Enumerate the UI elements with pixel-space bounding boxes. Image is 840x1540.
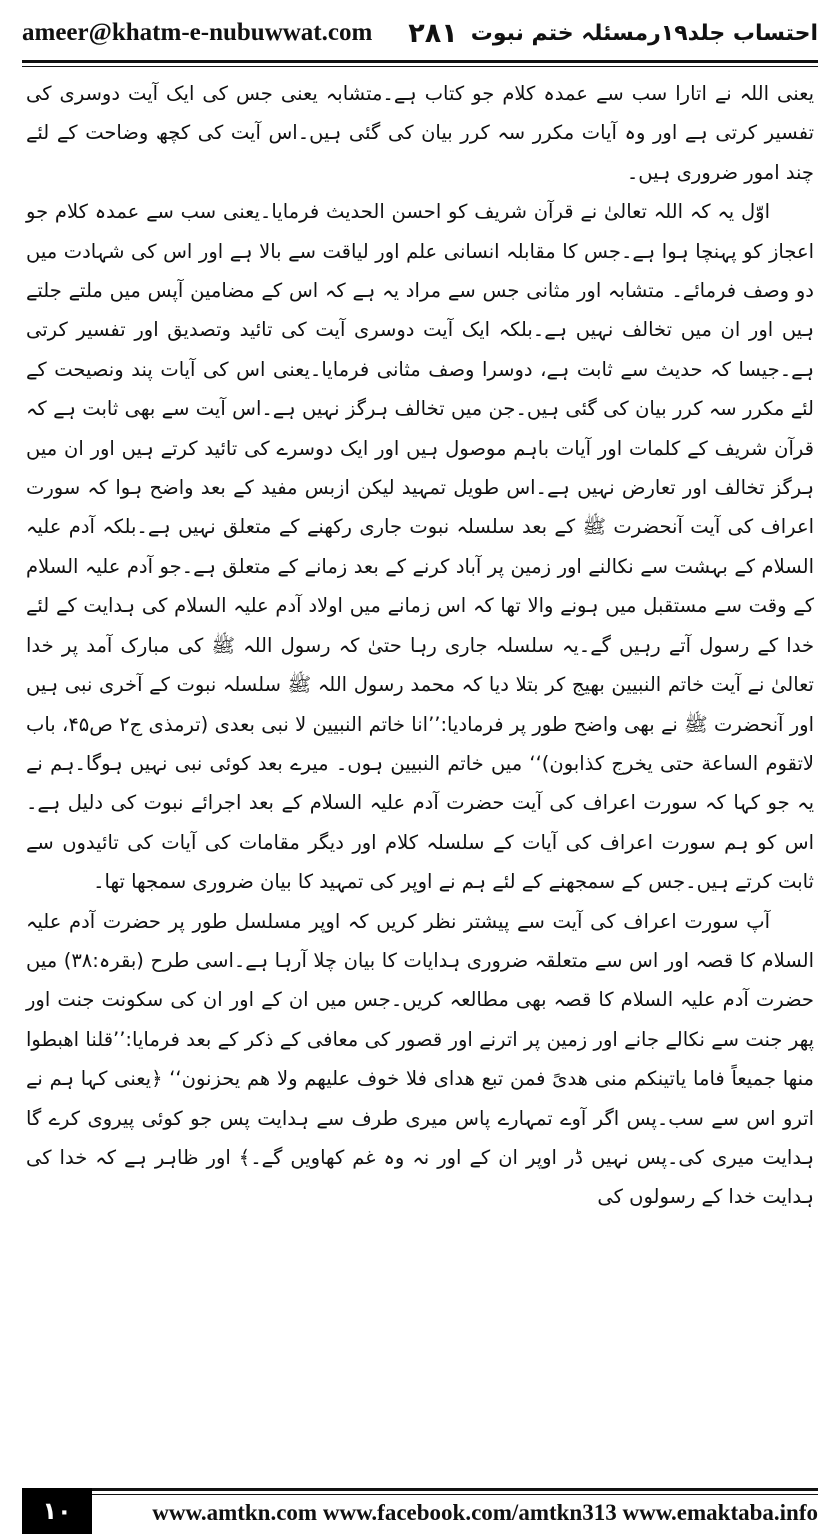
footer-band — [92, 1488, 818, 1534]
book-title: احتساب جلد۱۹رمسئلہ ختم نبوت — [470, 20, 818, 46]
paragraph-2: اوّل یہ کہ اللہ تعالیٰ نے قرآن شریف کو احسن الحدیث فرمایا۔یعنی سب سے عمدہ کلام جو اعجاز کو پہنچا ہوا ہے۔جس کا مقابلہ انسانی علم اور لیاقت سے بالا ہے اور اس کی شہادت میں دو وصف فرمائے۔ متشابہ اور مثانی جس سے مراد یہ ہے کہ اس کے مضامین آپس میں ملتے جلتے ہیں اور ان میں تخالف نہیں ہے۔بلکہ ایک آیت دوسری آیت کی تائید وتصدیق اور تفسیر کرتی ہے۔جیسا کہ حدیث سے ثابت ہے، دوسرا وصف مثانی فرمایا۔یعنی اس کی آیات پند ونصیحت کے لئے مکرر سہ کرر بیان کی گئی ہیں۔جن میں تخالف ہرگز نہیں ہے۔اس آیت سے بھی ثابت ہے کہ قرآن شریف کے کلمات اور آیات باہم موصول ہیں اور ایک دوسرے کی تائید کرتے ہیں اور ان میں ہرگز تخالف اور تعارض نہیں ہے۔اس طویل تمہید لیکن ازبس مفید کے بعد واضح ہوا کہ سورت اعراف کی آیت آنحضرت ﷺ کے بعد سلسلہ نبوت جاری رکھنے کے متعلق نہیں ہے۔بلکہ آدم علیہ السلام کے بہشت سے نکالنے اور زمین پر آباد کرنے کے بعد زمانے کے متعلق ہے۔جو آدم علیہ السلام کے وقت سے مستقبل میں ہونے والا تھا کہ اس زمانے میں اولاد آدم علیہ السلام کی ہدایت کے لئے خدا کے رسول آتے رہیں گے۔یہ سلسلہ جاری رہا حتیٰ کہ رسول اللہ ﷺ کی مبارک آمد پر خدا تعالیٰ نے آیت خاتم النبیین بھیج کر بتلا دیا کہ محمد رسول اللہ ﷺ سلسلہ نبوت کے آخری نبی ہیں اور آنحضرت ﷺ نے بھی واضح طور پر فرمادیا:’’انا خاتم النبیین لا نبی بعدی (ترمذی ج۲ ص۴۵، باب لاتقوم الساعة حتی یخرج کذابون)‘‘ میں خاتم النبیین ہوں۔ میرے بعد کوئی نبی نہیں ہوگا۔ہم نے یہ جو کہا کہ سورت اعراف کی آیت حضرت آدم علیہ السلام کے بعد اجرائے نبوت کی دلیل ہے۔اس کو ہم سورت اعراف کی آیات کے سلسلہ کلام اور دیگر مقامات کی آیات کی تائیدوں سے ثابت کرتے ہیں۔جس کے سمجھنے کے لئے ہم نے اوپر کی تمہید کا بیان ضروری سمجھا تھا۔ — [26, 200, 814, 894]
footer-urls: www.amtkn.com www.facebook.com/amtkn313 www.emaktaba.info — [152, 1500, 818, 1525]
footer-rule — [92, 1488, 818, 1495]
page-number: ۲۸۱ — [408, 17, 458, 49]
header-rule — [22, 60, 818, 67]
header-email: ameer@khatm-e-nubuwwat.com — [22, 19, 373, 46]
page-body — [26, 74, 814, 1474]
page-footer — [22, 1488, 818, 1534]
folio-box: ۱۰ — [22, 1488, 92, 1534]
paragraph-3: آپ سورت اعراف کی آیت سے پیشتر نظر کریں کہ اوپر مسلسل طور پر حضرت آدم علیہ السلام کا قصہ اور اس سے متعلقہ ضروری ہدایات کا بیان چلا آرہا ہے۔اسی طرح (بقرہ:۳۸) میں حضرت آدم علیہ السلام کا قصہ بھی مطالعہ کریں۔جس میں ان کے اور ان کی سکونت جنت اور پھر جنت سے نکالے جانے اور زمین پر اترنے اور قصور کی معافی کے ذکر کے بعد فرمایا:’’قلنا اهبطوا منها جميعاً فاما ياتينكم منى هدىً فمن تبع هداى فلا خوف عليهم ولا هم يحزنون‘‘ ﴿یعنی کہا ہم نے اترو اس سے سب۔پس اگر آوے تمہارے پاس میری طرف سے ہدایت پس جو کوئی پیروی کرے گا ہدایت میری کی۔پس نہیں ڈر اوپر ان کے اور نہ وہ غم کھاویں گے۔﴾ اور ظاہر ہے کہ خدا کی ہدایت خدا کے رسولوں کی — [26, 909, 814, 1209]
paragraph-1: یعنی اللہ نے اتارا سب سے عمدہ کلام جو کتاب ہے۔متشابہ یعنی جس کی ایک آیت دوسری کی تفسیر کرتی ہے اور وہ آیات مکرر سہ کرر بیان کی گئی ہیں۔اس آیت کی کچھ وضاحت کے لئے چند امور ضروری ہیں۔ — [26, 82, 814, 184]
page-header — [22, 8, 818, 58]
header-left — [22, 18, 458, 49]
